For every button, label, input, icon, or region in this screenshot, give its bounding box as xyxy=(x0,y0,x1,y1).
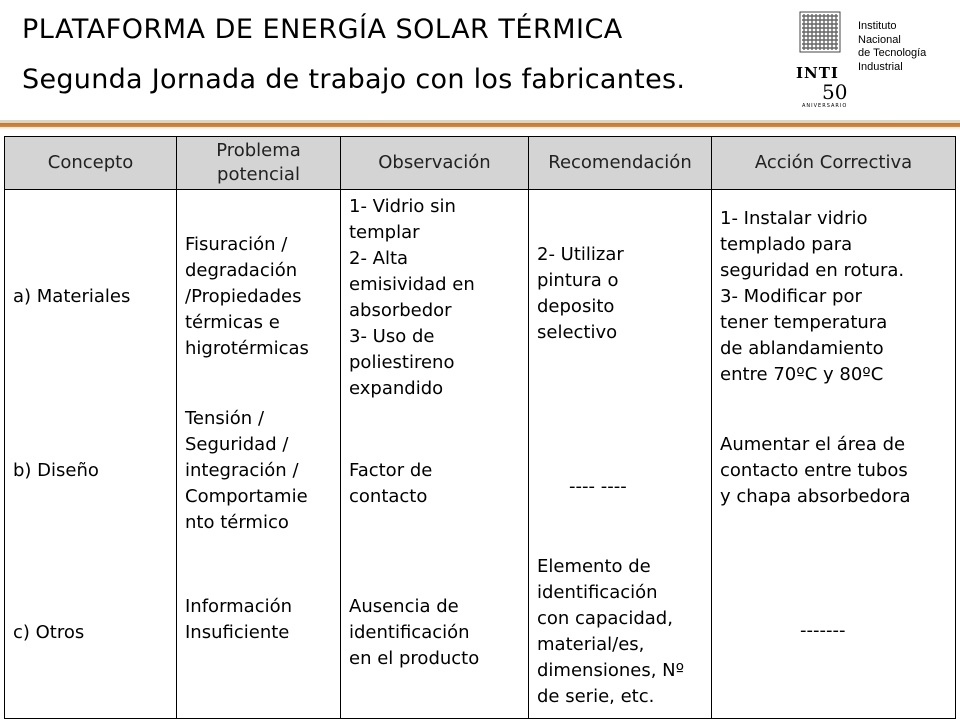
table-header-row xyxy=(5,137,956,190)
text-line: Seguridad / xyxy=(185,433,289,455)
accion-text xyxy=(720,206,951,388)
inti-logo xyxy=(792,6,928,112)
text-line: Insuficiente xyxy=(185,621,290,643)
text-line: expandido xyxy=(349,378,444,399)
text-line: material/es, xyxy=(537,633,645,655)
cell-observacion xyxy=(341,406,529,544)
cell-accion xyxy=(712,544,956,719)
table-row xyxy=(5,190,956,406)
cell-accion xyxy=(712,190,956,406)
text-line: tener temperatura xyxy=(720,312,888,333)
text-line: absorbedor xyxy=(349,300,452,321)
cell-problema xyxy=(177,190,341,406)
logo-line: Industrial xyxy=(858,60,903,73)
issues-table xyxy=(4,136,956,719)
accion-text xyxy=(720,432,951,510)
text-line: 2- Alta xyxy=(349,248,409,269)
logo-anniversary: ANIVERSARIO xyxy=(802,103,848,109)
text-line: Factor de xyxy=(349,459,433,481)
accion-text xyxy=(800,618,951,644)
logo-fifty: 50 xyxy=(822,80,848,104)
observacion-text xyxy=(349,194,524,402)
text-line: 3- Modificar por xyxy=(720,286,862,307)
text-line: identificación xyxy=(537,581,658,603)
cell-recomendacion xyxy=(529,544,712,719)
cell-observacion xyxy=(341,544,529,719)
text-line: selectivo xyxy=(537,322,618,343)
text-line: Fisuración / xyxy=(185,234,288,255)
column-header-observacion: Observación xyxy=(341,137,529,190)
text-line: 1- Vidrio sin xyxy=(349,196,456,217)
text-line: templar xyxy=(349,222,420,243)
recomendacion-text xyxy=(569,474,707,500)
text-line: contacto entre tubos xyxy=(720,459,908,481)
concepto-text: b) Diseño xyxy=(13,459,99,481)
text-line: Comportamie xyxy=(185,485,308,507)
text-line: entre 70ºC y 80ºC xyxy=(720,364,884,385)
text-line: /Propiedades xyxy=(185,286,302,307)
text-line: ------- xyxy=(800,619,846,641)
text-line: de serie, etc. xyxy=(537,685,655,707)
text-line: dimensiones, Nº xyxy=(537,659,685,681)
text-line: deposito xyxy=(537,296,615,317)
problema-text xyxy=(185,232,336,362)
header-problema-text: Problema potencial xyxy=(216,140,301,185)
text-line: Ausencia de xyxy=(349,595,459,617)
text-line: y chapa absorbedora xyxy=(720,485,911,507)
logo-institute-name xyxy=(858,20,926,74)
logo-grid-icon xyxy=(798,10,842,54)
text-line: nto térmico xyxy=(185,511,289,533)
text-line: integración / xyxy=(185,459,299,481)
page-subtitle: Segunda Jornada de trabajo con los fabricantes. xyxy=(22,64,686,95)
problema-text xyxy=(185,594,336,646)
concepto-text: c) Otros xyxy=(13,621,85,643)
text-line: con capacidad, xyxy=(537,607,673,629)
slide-header xyxy=(0,0,960,120)
text-line: poliestireno xyxy=(349,352,455,373)
cell-problema xyxy=(177,406,341,544)
text-line: Tensión / xyxy=(185,407,265,429)
cell-concepto xyxy=(5,406,177,544)
logo-line: de Tecnología xyxy=(858,47,927,59)
text-line: identificación xyxy=(349,621,470,643)
cell-recomendacion xyxy=(529,406,712,544)
text-line: degradación xyxy=(185,260,298,281)
cell-problema xyxy=(177,544,341,719)
recomendacion-text xyxy=(537,554,707,710)
text-line: de ablandamiento xyxy=(720,338,884,359)
text-line: seguridad en rotura. xyxy=(720,260,905,281)
problema-text xyxy=(185,406,336,536)
observacion-text xyxy=(349,594,524,672)
text-line: 2- Utilizar xyxy=(537,244,624,265)
column-header-problema xyxy=(177,137,341,190)
text-line: 3- Uso de xyxy=(349,326,435,347)
text-line: higrotérmicas xyxy=(185,338,309,359)
page-title: PLATAFORMA DE ENERGÍA SOLAR TÉRMICA xyxy=(22,14,623,45)
logo-line: Nacional xyxy=(858,33,901,46)
column-header-concepto: Concepto xyxy=(5,137,177,190)
concepto-text: a) Materiales xyxy=(13,286,131,307)
text-line: emisividad en xyxy=(349,274,475,295)
table-row xyxy=(5,406,956,544)
cell-recomendacion xyxy=(529,190,712,406)
text-line: Elemento de xyxy=(537,555,651,577)
text-line: pintura o xyxy=(537,270,619,291)
text-line: Información xyxy=(185,595,293,617)
logo-line: Instituto xyxy=(858,20,897,32)
cell-observacion xyxy=(341,190,529,406)
text-line: Aumentar el área de xyxy=(720,433,906,455)
text-line: 1- Instalar vidrio xyxy=(720,208,868,229)
cell-concepto xyxy=(5,190,177,406)
text-line: térmicas e xyxy=(185,312,280,333)
recomendacion-text xyxy=(537,242,707,346)
observacion-text xyxy=(349,458,524,510)
text-line: ---- ---- xyxy=(569,475,627,497)
text-line: templado para xyxy=(720,234,853,255)
text-line: contacto xyxy=(349,485,428,507)
logo-inti-mark: INTI xyxy=(796,64,839,82)
cell-accion xyxy=(712,406,956,544)
cell-concepto xyxy=(5,544,177,719)
text-line: en el producto xyxy=(349,647,480,669)
header-divider xyxy=(0,120,960,130)
table-row xyxy=(5,544,956,719)
column-header-accion: Acción Correctiva xyxy=(712,137,956,190)
column-header-recomendacion: Recomendación xyxy=(529,137,712,190)
